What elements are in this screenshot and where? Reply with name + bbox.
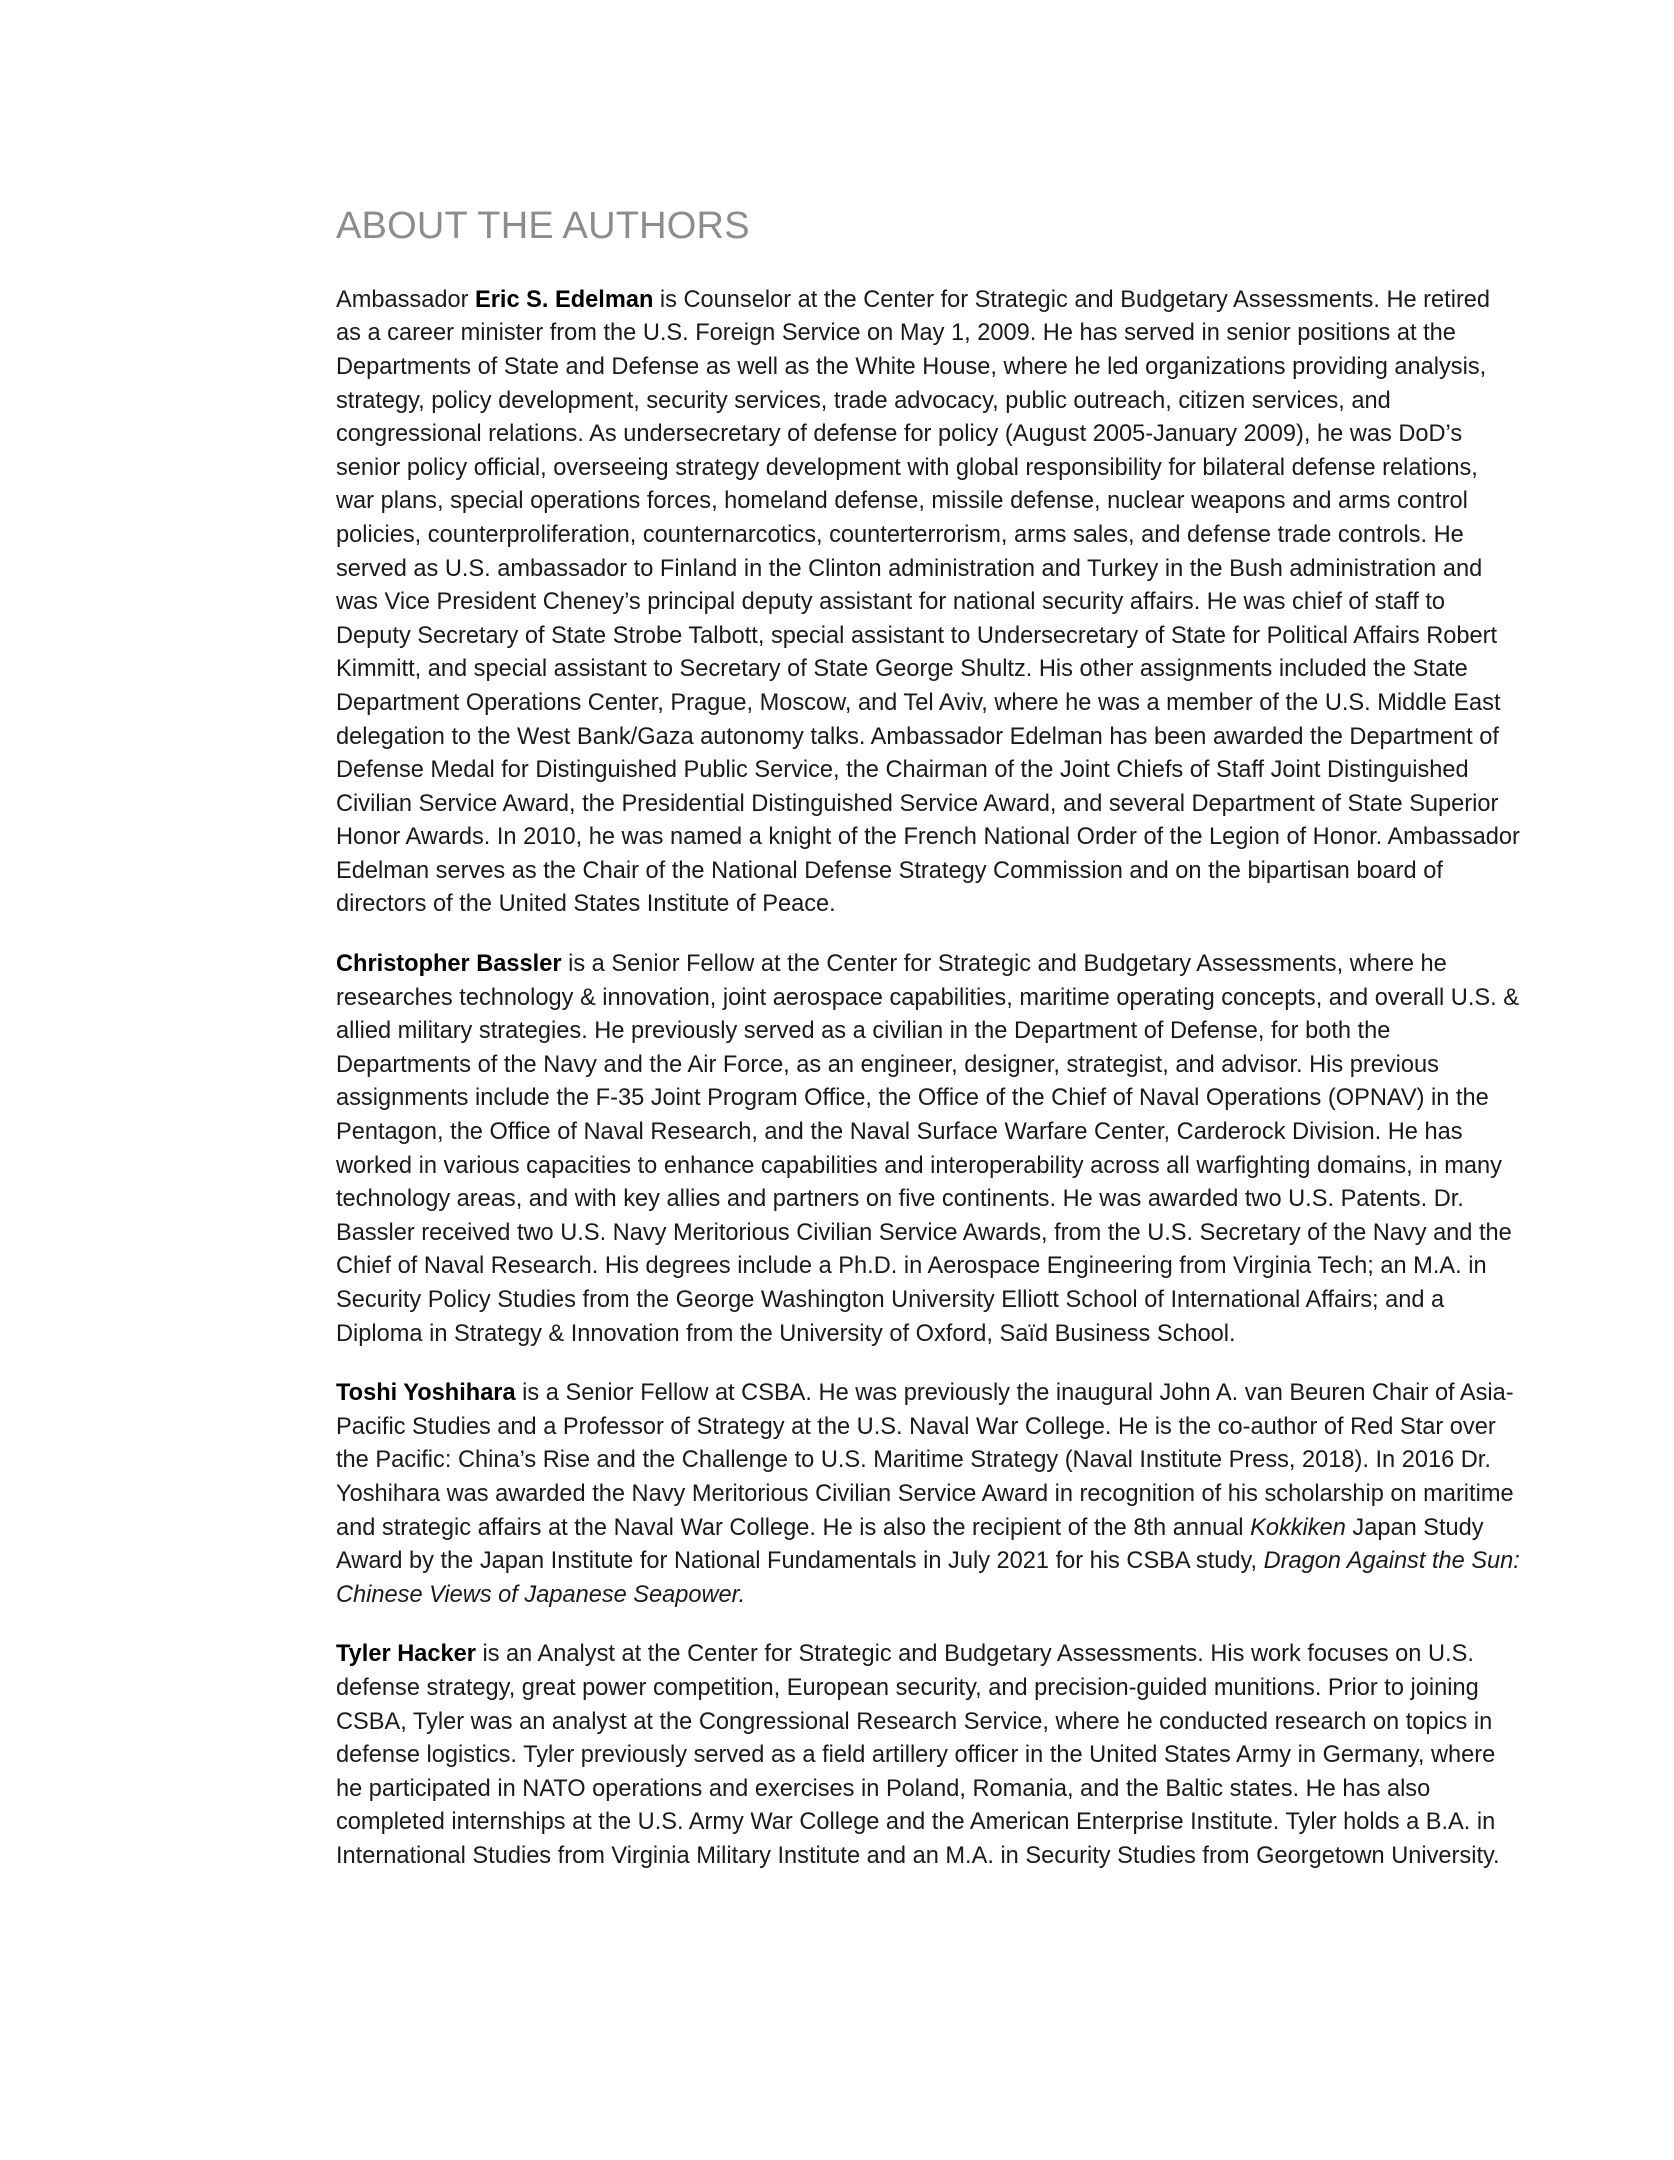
bio-hacker <box>336 1638 1521 1873</box>
bio-yoshihara <box>336 1377 1521 1612</box>
bio-text-bassler: is a Senior Fellow at the Center for Strategic and Budgetary Assessments, where he researches technology & innovation, joint aerospace capabilities, maritime operating concepts, and overall U.S. & allied military strategies. He previously served as a civilian in the Department of Defense, for both the Departments of the Navy and the Air Force, as an engineer, designer, strategist, and advisor. His previous assignments include the F-35 Joint Program Office, the Office of the Chief of Naval Operations (OPNAV) in the Pentagon, the Office of Naval Research, and the Naval Surface Warfare Center, Carderock Division. He has worked in various capacities to enhance capabilities and interoperability across all warfighting domains, in many technology areas, and with key allies and partners on five continents. He was awarded two U.S. Patents. Dr. Bassler received two U.S. Navy Meritorious Civilian Service Awards, from the U.S. Secretary of the Navy and the Chief of Naval Research. His degrees include a Ph.D. in Aerospace Engineering from Virginia Tech; an M.A. in Security Policy Studies from the George Washington University Elliott School of International Affairs; and a Diploma in Strategy & Innovation from the University of Oxford, Saïd Business School. <box>336 951 1519 1347</box>
bio-text-hacker: is an Analyst at the Center for Strategic and Budgetary Assessments. His work focuses on U.S. defense strategy, great power competition, European security, and precision-guided munitions. Prior to joining CSBA, Tyler was an analyst at the Congressional Research Service, where he conducted research on topics in defense logistics. Tyler previously served as a field artillery officer in the United States Army in Germany, where he participated in NATO operations and exercises in Poland, Romania, and the Baltic states. He has also completed internships at the U.S. Army War College and the American Enterprise Institute. Tyler holds a B.A. in International Studies from Virginia Military Institute and an M.A. in Security Studies from Georgetown University. <box>336 1641 1500 1869</box>
bio-text-yoshihara-1: is a Senior Fellow at CSBA. He was previously the inaugural John A. van Beuren Chair of Asia-Pacific Studies and a Professor of Strategy at the U.S. Naval War College. He is the co-author of Red Star over the Pacific: China’s Rise and the Challenge to U.S. Maritime Strategy (Naval Institute Press, 2018). In 2016 Dr. Yoshihara was awarded the Navy Meritorious Civilian Service Award in recognition of his scholarship on maritime and strategic affairs at the Naval War College. He is also the recipient of the 8th annual <box>336 1380 1514 1541</box>
author-name-hacker: Tyler Hacker <box>336 1641 476 1668</box>
study-title: Dragon Against the Sun: Chinese Views of Japanese Seapower. <box>336 1548 1520 1608</box>
about-authors-section <box>336 206 1521 1900</box>
author-name-yoshihara: Toshi Yoshihara <box>336 1380 516 1407</box>
author-name-edelman: Eric S. Edelman <box>475 286 654 313</box>
award-name-kokkiken: Kokkiken <box>1250 1514 1346 1541</box>
bio-prefix: Ambassador <box>336 286 476 313</box>
bio-text-edelman: is Counselor at the Center for Strategic and Budgetary Assessments. He retired as a career minister from the U.S. Foreign Service on May 1, 2009. He has served in senior positions at the Departments of State and Defense as well as the White House, where he led organizations providing analysis, strategy, policy development, security services, trade advocacy, public outreach, citizen services, and congressional relations. As undersecretary of defense for policy (August 2005-January 2009), he was DoD’s senior policy official, overseeing strategy development with global responsibility for bilateral defense relations, war plans, special operations forces, homeland defense, missile defense, nuclear weapons and arms control policies, counterproliferation, counternarcotics, counterterrorism, arms sales, and defense trade controls. He served as U.S. ambassador to Finland in the Clinton administration and Turkey in the Bush administration and was Vice President Cheney’s principal deputy assistant for national security affairs. He was chief of staff to Deputy Secretary of State Strobe Talbott, special assistant to Undersecretary of State for Political Affairs Robert Kimmitt, and special assistant to Secretary of State George Shultz. His other assignments included the State Department Operations Center, Prague, Moscow, and Tel Aviv, where he was a member of the U.S. Middle East delegation to the West Bank/Gaza autonomy talks. Ambassador Edelman has been awarded the Department of Defense Medal for Distinguished Public Service, the Chairman of the Joint Chiefs of Staff Joint Distinguished Civilian Service Award, the Presidential Distinguished Service Award, and several Department of State Superior Honor Awards. In 2010, he was named a knight of the French National Order of the Legion of Honor. Ambassador Edelman serves as the Chair of the National Defense Strategy Commission and on the bipartisan board of directors of the United States Institute of Peace. <box>336 286 1520 918</box>
bio-bassler <box>336 948 1521 1351</box>
author-name-bassler: Christopher Bassler <box>336 951 562 978</box>
bio-edelman <box>336 284 1521 922</box>
page-title: ABOUT THE AUTHORS <box>336 205 750 247</box>
bio-text-yoshihara-2: Japan Study Award by the Japan Institute for National Fundamentals in July 2021 for his CSBA study, <box>336 1514 1484 1575</box>
